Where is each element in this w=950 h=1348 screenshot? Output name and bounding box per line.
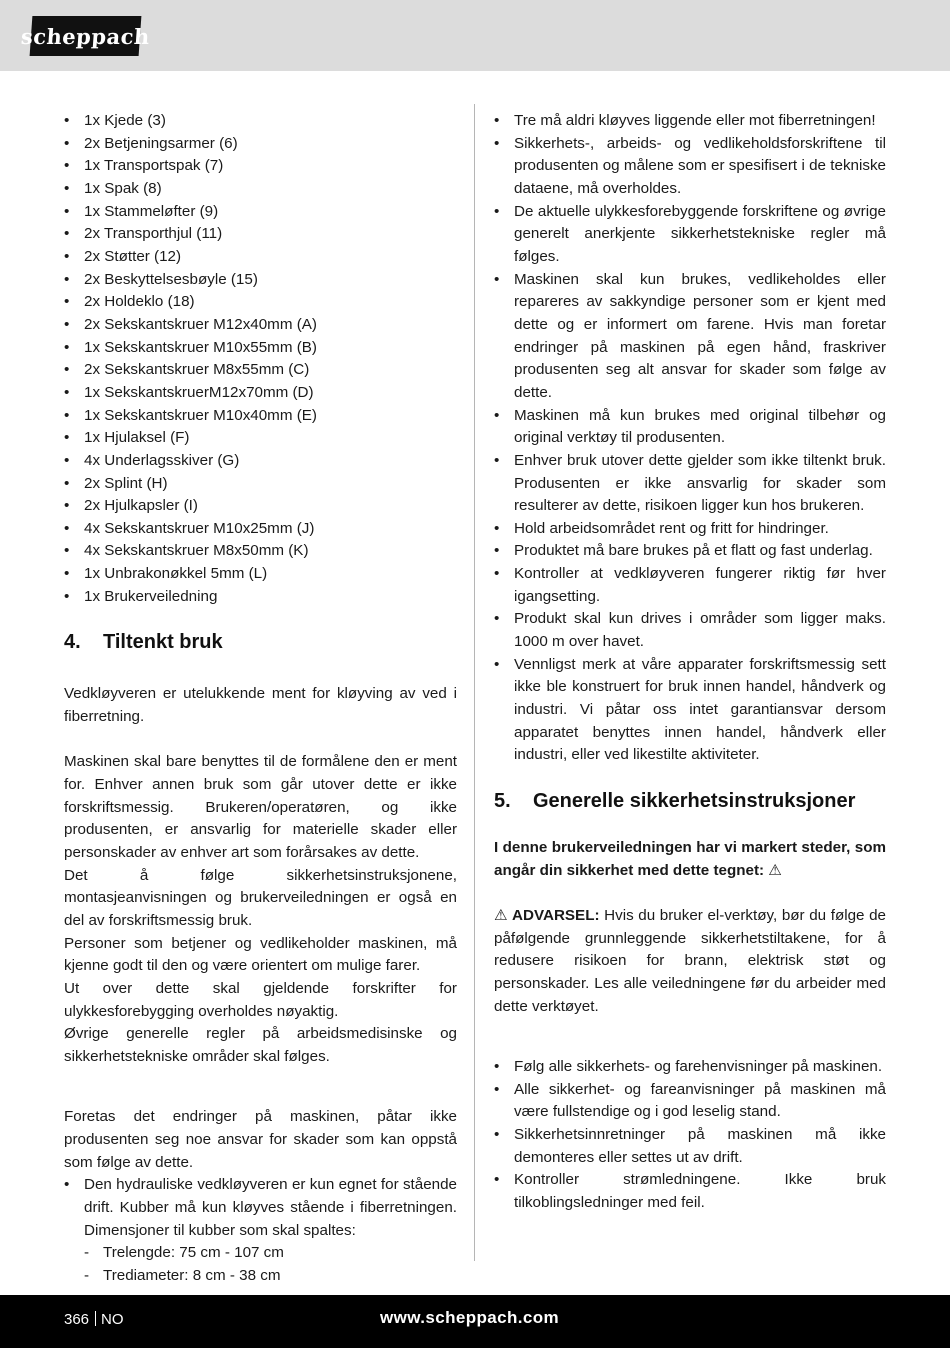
list-item: • 2x Holdeklo (18) [64, 291, 457, 314]
warning-label: ⚠ ADVARSEL: [494, 906, 600, 924]
list-item: • 1x SekskantskruerM12x70mm (D) [64, 382, 457, 405]
column-divider [474, 104, 475, 1261]
language-code: NO [101, 1311, 124, 1328]
list-item: • 1x Sekskantskruer M10x55mm (B) [64, 337, 457, 360]
warning-text: Hvis du bruker el-verktøy, bør du følge de påfølgende grunnleggende sikkerhetstiltakene, for å redusere risikoen for brann, elektrisk støt og personskader. Les alle veiledningene før du arbeider med dette verktøyet. [494, 906, 886, 1015]
list-item: • 2x Splint (H) [64, 473, 457, 496]
list-item: • 2x Sekskantskruer M12x40mm (A) [64, 314, 457, 337]
list-item: • Maskinen skal kun brukes, vedlikeholdes eller repareres av sakkyndige personer som er kjent med dette og er informert om farene. Hvis man foretar endringer på maskinen på egen hånd, fraskriver produsenten seg alt ansvar for skader som følge av dette. [494, 269, 886, 405]
list-item: • Alle sikkerhet- og fareanvisninger på maskinen må være fullstendige og i god leselig stand. [494, 1079, 886, 1124]
paragraph: Det å følge sikkerhetsinstruksjonene, montasjeanvisningen og brukerveiledningen er også en del av forskriftsmessig bruk. [64, 866, 457, 929]
paragraph: Ut over dette skal gjeldende forskrifter for ulykkesforebygging overholdes nøyaktig. [64, 979, 457, 1020]
list-item: • 1x Kjede (3) [64, 110, 457, 133]
list-item: • Vennligst merk at våre apparater forskriftsmessig sett ikke ble konstruert for bruk innen handel, håndverk og industri. Vi påtar oss intet garantiansvar dersom apparatet benyttes innen handel, håndverk eller industri, eller ved likestilte aktiviteter. [494, 654, 886, 767]
section-4-number: 4. [64, 631, 81, 654]
list-item: - Trediameter: 8 cm - 38 cm [84, 1265, 457, 1288]
list-item: • 2x Transporthjul (11) [64, 223, 457, 246]
list-item: • 1x Transportspak (7) [64, 155, 457, 178]
page-number: 366 [64, 1311, 90, 1328]
list-item: • Kontroller at vedkløyveren fungerer riktig før hver igangsetting. [494, 563, 886, 608]
footer-separator [95, 1311, 96, 1326]
section-4-title: Tiltenkt bruk [103, 631, 223, 654]
list-item: • Sikkerhetsinnretninger på maskinen må ikke demonteres eller settes ut av drift. [494, 1124, 886, 1169]
parts-list [64, 110, 457, 608]
page-header [0, 0, 950, 71]
right-column [494, 110, 886, 1215]
usage-list [64, 1174, 457, 1287]
paragraph: Foretas det endringer på maskinen, påtar ikke produsenten seg noe ansvar for skader som kan oppstå som følge av dette. [64, 1108, 457, 1171]
list-item: • 4x Sekskantskruer M10x25mm (J) [64, 518, 457, 541]
list-item: • De aktuelle ulykkesforebyggende forskriftene og øvrige generelt anerkjente sikkerhetstekniske regler må følges. [494, 201, 886, 269]
dimension-list [84, 1242, 457, 1287]
list-item: • 2x Beskyttelsesbøyle (15) [64, 269, 457, 292]
list-item: • 4x Sekskantskruer M8x50mm (K) [64, 540, 457, 563]
list-item: • 1x Stammeløfter (9) [64, 201, 457, 224]
list-item: • Maskinen må kun brukes med original tilbehør og original verktøy til produsenten. [494, 405, 886, 450]
paragraph: Vedkløyveren er utelukkende ment for kløyving av ved i fiberretning. [64, 685, 457, 726]
list-item: • 1x Spak (8) [64, 178, 457, 201]
list-item: • 2x Hjulkapsler (I) [64, 495, 457, 518]
safety-list [494, 1056, 886, 1215]
list-item: • 1x Sekskantskruer M10x40mm (E) [64, 405, 457, 428]
list-item: • 1x Brukerveiledning [64, 586, 457, 609]
list-item: • Sikkerhets-, arbeids- og vedlikeholdsforskriftene til produsenten og målene som er spesifisert i de tekniske dataene, må overholdes. [494, 133, 886, 201]
section-5-number: 5. [494, 790, 511, 813]
list-item: • 1x Hjulaksel (F) [64, 427, 457, 450]
paragraph: Personer som betjener og vedlikeholder maskinen, må kjenne godt til den og være orientert om mulige farer. [64, 934, 457, 975]
list-item: • 2x Betjeningsarmer (6) [64, 133, 457, 156]
list-item: • Hold arbeidsområdet rent og fritt for hindringer. [494, 518, 886, 541]
paragraph: Maskinen skal bare benyttes til de formålene den er ment for. Enhver annen bruk som går utover dette er ikke forskriftsmessig. Brukeren/operatøren, og ikke produsenten, er ansvarlig for materielle skader eller personskader av enhver art som forårsakes av dette. [64, 753, 457, 862]
rules-list [494, 110, 886, 767]
list-item [64, 1174, 457, 1287]
section-5-title: Generelle sikkerhetsinstruksjoner [533, 790, 856, 813]
list-item: • 4x Underlagsskiver (G) [64, 450, 457, 473]
list-item: • 1x Unbrakonøkkel 5mm (L) [64, 563, 457, 586]
warning-paragraph [494, 905, 886, 1018]
section-5-heading [494, 788, 886, 814]
list-item: - Trelengde: 75 cm - 107 cm [84, 1242, 457, 1265]
paragraph: Øvrige generelle regler på arbeidsmedisinske og sikkerhetstekniske områder skal følges. [64, 1025, 457, 1065]
list-item: • Kontroller strømledningene. Ikke bruk tilkoblingsledninger med feil. [494, 1169, 886, 1214]
website-url: www.scheppach.com [380, 1308, 560, 1327]
list-item-text: Den hydrauliske vedkløyveren er kun egnet for stående drift. Kubber må kun kløyves stående i fiberretningen. Dimensjoner til kubber som skal spaltes: [84, 1176, 457, 1239]
list-item: • 2x Støtter (12) [64, 246, 457, 269]
list-item: • Produktet må bare brukes på et flatt og fast underlag. [494, 540, 886, 563]
page-indicator [64, 1310, 124, 1330]
list-item: • Tre må aldri kløyves liggende eller mot fiberretningen! [494, 110, 886, 133]
section-4-heading [64, 629, 457, 655]
page-footer [0, 1295, 950, 1348]
left-column [64, 110, 457, 1287]
list-item: • Følg alle sikkerhets- og farehenvisninger på maskinen. [494, 1056, 886, 1079]
list-item: • Produkt skal kun drives i områder som ligger maks. 1000 m over havet. [494, 608, 886, 653]
list-item: • Enhver bruk utover dette gjelder som ikke tiltenkt bruk. Produsenten er ikke ansvarlig for skader som resulterer av dette, risikoen ligger kun hos brukeren. [494, 450, 886, 518]
list-item: • 2x Sekskantskruer M8x55mm (C) [64, 359, 457, 382]
brand-logo: scheppach [30, 16, 142, 56]
safety-intro: I denne brukerveiledningen har vi markert steder, som angår din sikkerhet med dette tegnet: ⚠ [494, 839, 886, 879]
